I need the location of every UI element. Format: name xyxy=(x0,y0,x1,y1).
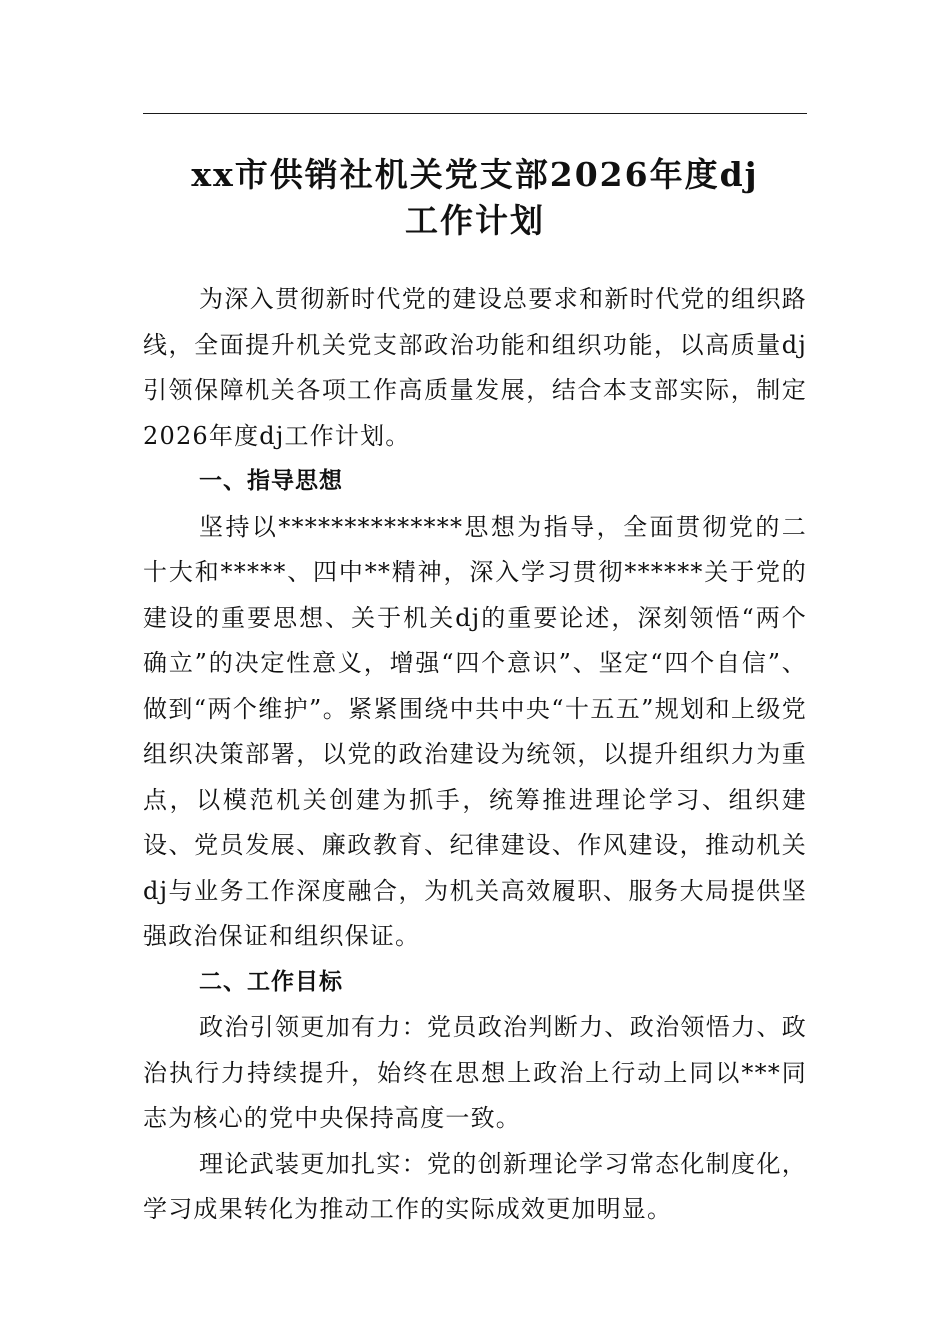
document-title xyxy=(143,152,807,244)
section-heading-work-goals: 二、工作目标 xyxy=(199,968,343,995)
title-line-2: 工作计划 xyxy=(405,201,545,240)
goal-political-leadership-paragraph: 政治引领更加有力：党员政治判断力、政治领悟力、政治执行力持续提升，始终在思想上政治上行动上同以***同志为核心的党中央保持高度一致。 xyxy=(143,1013,807,1132)
guiding-ideology-paragraph: 坚持以**************思想为指导，全面贯彻党的二十大和*****、四中**精神，深入学习贯彻******关于党的建设的重要思想、关于机关dj的重要论述，深刻领悟“两个确立”的决定性意义，增强“四个意识”、坚定“四个自信”、做到“两个维护”。紧紧围绕中共中央“十五五”规划和上级党组织决策部署，以党的政治建设为统领，以提升组织力为重点，以模范机关创建为抓手，统筹推进理论学习、组织建设、党员发展、廉政教育、纪律建设、作风建设，推动机关dj与业务工作深度融合，为机关高效履职、服务大局提供坚强政治保证和组织保证。 xyxy=(143,512,807,950)
header-rule xyxy=(143,113,807,114)
intro-paragraph: 为深入贯彻新时代党的建设总要求和新时代党的组织路线，全面提升机关党支部政治功能和组织功能，以高质量dj引领保障机关各项工作高质量发展，结合本支部实际，制定2026年度dj工作计划。 xyxy=(143,285,807,450)
document-body xyxy=(143,277,807,1233)
goal-theory-paragraph: 理论武装更加扎实：党的创新理论学习常态化制度化，学习成果转化为推动工作的实际成效更加明显。 xyxy=(143,1149,807,1223)
section-heading-guiding-ideology: 一、指导思想 xyxy=(199,468,343,494)
title-line-1: xx市供销社机关党支部2026年度dj xyxy=(191,155,759,194)
